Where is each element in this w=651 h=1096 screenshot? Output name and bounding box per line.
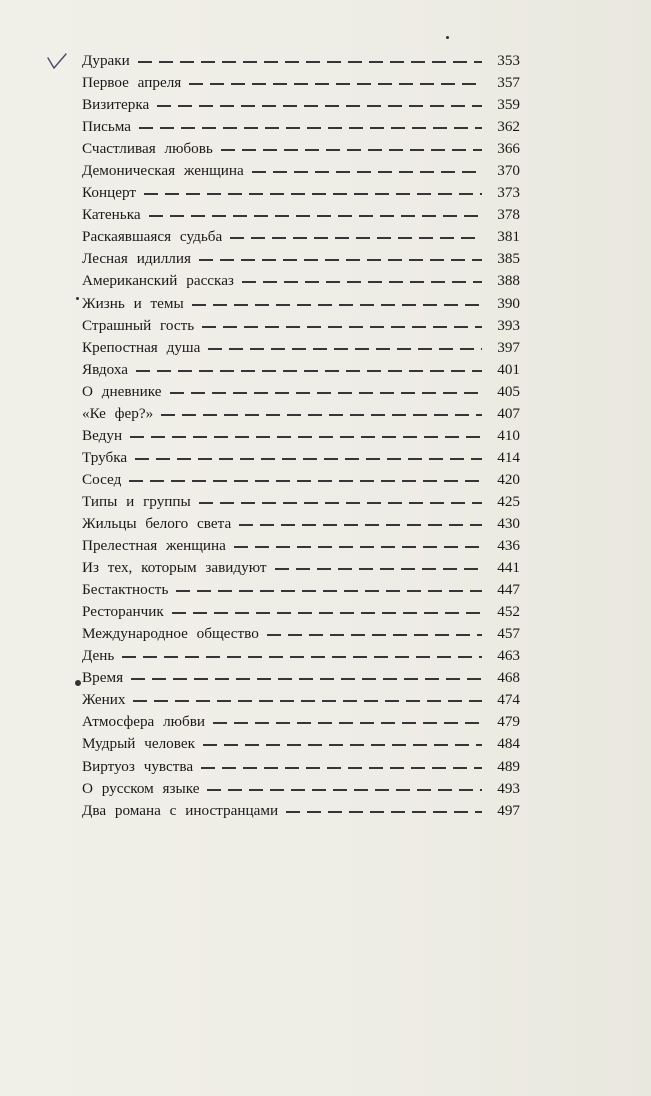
toc-entry [82, 248, 520, 270]
toc-entry [82, 447, 520, 469]
dash-leader [122, 656, 482, 658]
toc-entry-page: 447 [497, 581, 520, 599]
toc-entry-title: Жильцы белого света [82, 514, 232, 532]
toc-entry-title: Раскаявшаяся судьба [82, 228, 223, 246]
toc-entry-page: 463 [497, 647, 520, 665]
dash-leader [213, 722, 482, 724]
toc-entry-page: 397 [497, 338, 520, 356]
dash-leader [149, 215, 482, 217]
toc-entry-title: Явдоха [82, 360, 128, 378]
toc-entry-page: 393 [497, 316, 520, 334]
toc-entry-page: 362 [497, 118, 520, 136]
toc-entry-title: Сосед [82, 470, 122, 488]
toc-entry-page: 385 [497, 250, 520, 268]
toc-entry [82, 579, 520, 601]
toc-entry-title: Время [82, 669, 124, 687]
dash-leader [239, 524, 482, 526]
dash-leader [199, 259, 482, 261]
toc-entry-page: 441 [497, 559, 520, 577]
ink-speck [75, 680, 81, 686]
dash-leader [275, 568, 482, 570]
dash-leader [138, 61, 482, 63]
toc-entry [82, 425, 520, 447]
toc-entry [82, 601, 520, 623]
toc-entry [82, 513, 520, 535]
toc-entry [82, 160, 520, 182]
toc-entry-title: Страшный гость [82, 316, 195, 334]
toc-entry-page: 401 [497, 360, 520, 378]
toc-entry [82, 623, 520, 645]
toc-entry [82, 315, 520, 337]
toc-entry [82, 94, 520, 116]
toc-entry-page: 430 [497, 514, 520, 532]
toc-entry-title: Жених [82, 691, 126, 709]
dash-leader [252, 171, 482, 173]
toc-entry [82, 491, 520, 513]
toc-entry [82, 381, 520, 403]
dash-leader [202, 326, 482, 328]
toc-entry-page: 420 [497, 470, 520, 488]
toc-entry-title: Концерт [82, 184, 136, 202]
toc-entry [82, 293, 520, 315]
toc-entry-title: Мудрый человек [82, 735, 195, 753]
toc-entry-page: 407 [497, 404, 520, 422]
toc-entry-page: 457 [497, 625, 520, 643]
toc-entry-title: О дневнике [82, 382, 162, 400]
toc-entry-title: Типы и группы [82, 492, 191, 510]
toc-entry [82, 469, 520, 491]
toc-entry-title: Письма [82, 118, 132, 136]
toc-entry-page: 410 [497, 426, 520, 444]
toc-entry-page: 414 [497, 448, 520, 466]
toc-entry-page: 359 [497, 96, 520, 114]
toc-entry-title: Дураки [82, 52, 130, 69]
toc-entry-page: 479 [497, 713, 520, 731]
toc-entry-title: Трубка [82, 448, 128, 466]
toc-entry-page: 405 [497, 382, 520, 400]
dash-leader [133, 700, 482, 702]
toc-entry-title: «Ке фер?» [82, 404, 154, 422]
toc-entry [82, 138, 520, 160]
toc-entry-page: 357 [497, 74, 520, 92]
dash-leader [157, 105, 482, 107]
toc-entry [82, 50, 520, 72]
toc-entry-title: Катенька [82, 206, 141, 224]
toc-entry [82, 778, 520, 800]
toc-entry [82, 226, 520, 248]
dash-leader [176, 590, 482, 592]
dash-leader [230, 237, 482, 239]
toc-entry [82, 557, 520, 579]
dash-leader [201, 767, 482, 769]
toc-entry-title: Демоническая женщина [82, 162, 244, 180]
dash-leader [189, 83, 482, 85]
toc-entry-title: Два романа с иностранцами [82, 801, 279, 819]
toc-entry [82, 756, 520, 778]
toc-entry-page: 370 [497, 162, 520, 180]
toc-entry-title: Ресторанчик [82, 603, 164, 621]
toc-entry [82, 667, 520, 689]
dash-leader [144, 193, 482, 195]
toc-entry-page: 452 [497, 603, 520, 621]
dash-leader [203, 744, 482, 746]
dash-leader [208, 348, 482, 350]
dash-leader [131, 678, 482, 680]
dash-leader [136, 370, 482, 372]
toc-entry-page: 381 [497, 228, 520, 246]
toc-entry-page: 373 [497, 184, 520, 202]
toc-entry-title: Крепостная душа [82, 338, 201, 356]
check-mark-icon [46, 52, 68, 72]
toc-entry-title: Первое апреля [82, 74, 182, 92]
dash-leader [192, 304, 482, 306]
toc-entry [82, 733, 520, 755]
dash-leader [139, 127, 482, 129]
dash-leader [199, 502, 482, 504]
toc-entry [82, 689, 520, 711]
dash-leader [234, 546, 482, 548]
toc-entry-page: 388 [497, 272, 520, 290]
toc-entry [82, 359, 520, 381]
dash-leader [170, 392, 482, 394]
toc-entry-title: Жизнь и темы [82, 294, 184, 312]
toc-entry-title: Прелестная женщина [82, 537, 226, 555]
ink-speck [76, 297, 79, 300]
toc-entry-page: 436 [497, 537, 520, 555]
toc-entry-page: 489 [497, 757, 520, 775]
toc-entry-page: 497 [497, 801, 520, 819]
dash-leader [207, 789, 482, 791]
dash-leader [135, 458, 482, 460]
dash-leader [130, 436, 482, 438]
toc-entry-title: Атмосфера любви [82, 713, 206, 731]
toc-entry-page: 484 [497, 735, 520, 753]
toc-entry-page: 468 [497, 669, 520, 687]
dash-leader [172, 612, 482, 614]
toc-entry [82, 535, 520, 557]
toc-entry-title: Визитерка [82, 96, 150, 114]
toc-entry-page: 474 [497, 691, 520, 709]
toc-entry [82, 800, 520, 822]
toc-entry-page: 353 [497, 52, 520, 69]
toc-entry-title: О русском языке [82, 779, 200, 797]
dash-leader [267, 634, 482, 636]
toc-entry-title: Лесная идиллия [82, 250, 191, 268]
toc-entry-title: Виртуоз чувства [82, 757, 194, 775]
toc-entry [82, 337, 520, 359]
toc-entry-page: 425 [497, 492, 520, 510]
dash-leader [161, 414, 482, 416]
dash-leader [129, 480, 482, 482]
dash-leader [221, 149, 482, 151]
toc-entry [82, 711, 520, 733]
toc-entry-title: Ведун [82, 426, 123, 444]
toc-entry [82, 645, 520, 667]
dash-leader [242, 281, 482, 283]
table-of-contents [82, 50, 520, 822]
toc-entry [82, 270, 520, 292]
toc-entry-title: Из тех, которым завидуют [82, 559, 267, 577]
dash-leader [286, 811, 482, 813]
ink-speck [446, 36, 449, 39]
toc-entry-page: 493 [497, 779, 520, 797]
toc-entry-page: 390 [497, 294, 520, 312]
toc-entry-title: День [82, 647, 115, 665]
toc-entry-title: Американский рассказ [82, 272, 234, 290]
toc-entry [82, 72, 520, 94]
toc-entry-title: Счастливая любовь [82, 140, 213, 158]
toc-entry [82, 204, 520, 226]
toc-entry-page: 378 [497, 206, 520, 224]
toc-entry-page: 366 [497, 140, 520, 158]
toc-entry-title: Бестактность [82, 581, 169, 599]
toc-entry [82, 403, 520, 425]
toc-entry [82, 182, 520, 204]
toc-entry [82, 116, 520, 138]
toc-entry-title: Международное общество [82, 625, 259, 643]
